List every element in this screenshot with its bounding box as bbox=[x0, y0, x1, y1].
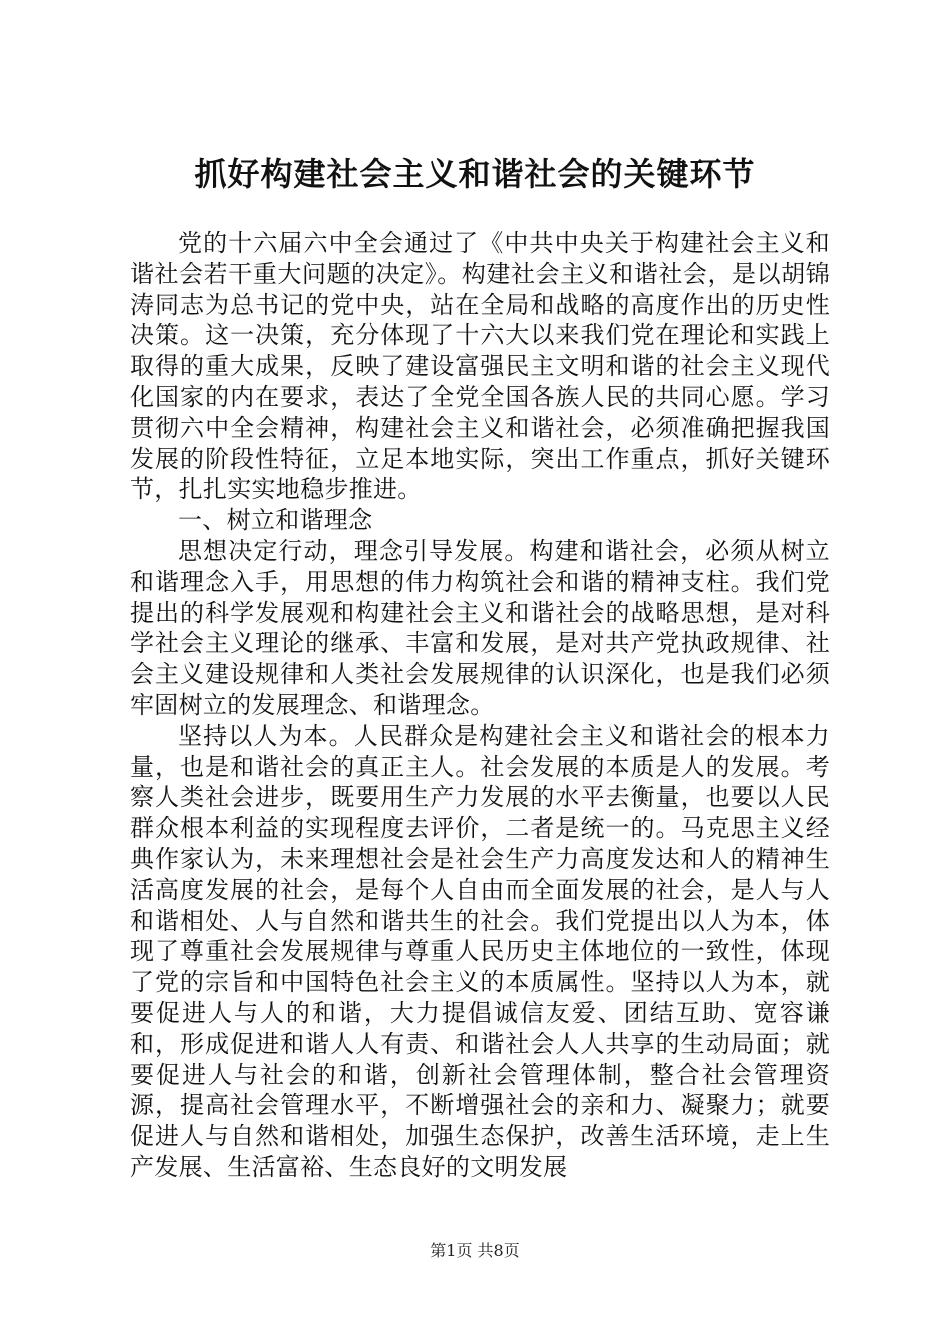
body-paragraph: 坚持以人为本。人民群众是构建社会主义和谐社会的根本力量，也是和谐社会的真正主人。社会发展的本质是人的发展。考察人类社会进步，既要用生产力发展的水平去衡量，也要以人民群众根本利益的实现程度去评价，二者是统一的。马克思主义经典作家认为，未来理想社会是社会生产力高度发达和人的精神生活高度发展的社会，是每个人自由而全面发展的社会，是人与人和谐相处、人与自然和谐共生的社会。我们党提出以人为本，体现了尊重社会发展规律与尊重人民历史主体地位的一致性，体现了党的宗旨和中国特色社会主义的本质属性。坚持以人为本，就要促进人与人的和谐，大力提倡诚信友爱、团结互助、宽容谦和，形成促进和谐人人有责、和谐社会人人共享的生动局面；就要促进人与社会的和谐，创新社会管理体制，整合社会管理资源，提高社会管理水平，不断增强社会的亲和力、凝聚力；就要促进人与自然和谐相处，加强生态保护，改善生活环境，走上生产发展、生活富裕、生态良好的文明发展 bbox=[130, 721, 830, 1181]
document-body bbox=[130, 228, 830, 1183]
intro-paragraph: 党的十六届六中全会通过了《中共中央关于构建社会主义和谐社会若干重大问题的决定》。构建社会主义和谐社会，是以胡锦涛同志为总书记的党中央，站在全局和战略的高度作出的历史性决策。这一决策，充分体现了十六大以来我们党在理论和实践上取得的重大成果，反映了建设富强民主文明和谐的社会主义现代化国家的内在要求，表达了全党全国各族人民的共同心愿。学习贯彻六中全会精神，构建社会主义和谐社会，必须准确把握我国发展的阶段性特征，立足本地实际，突出工作重点，抓好关键环节，扎扎实实地稳步推进。 bbox=[130, 229, 830, 504]
body-paragraph: 思想决定行动，理念引导发展。构建和谐社会，必须从树立和谐理念入手，用思想的伟力构筑社会和谐的精神支柱。我们党提出的科学发展观和构建社会主义和谐社会的战略思想，是对科学社会主义理论的继承、丰富和发展，是对共产党执政规律、社会主义建设规律和人类社会发展规律的认识深化，也是我们必须牢固树立的发展理念、和谐理念。 bbox=[130, 536, 830, 719]
document-title: 抓好构建社会主义和谐社会的关键环节 bbox=[194, 155, 756, 193]
section-heading: 一、树立和谐理念 bbox=[178, 506, 373, 535]
page-number-footer: 第1页 共8页 bbox=[430, 1241, 520, 1260]
